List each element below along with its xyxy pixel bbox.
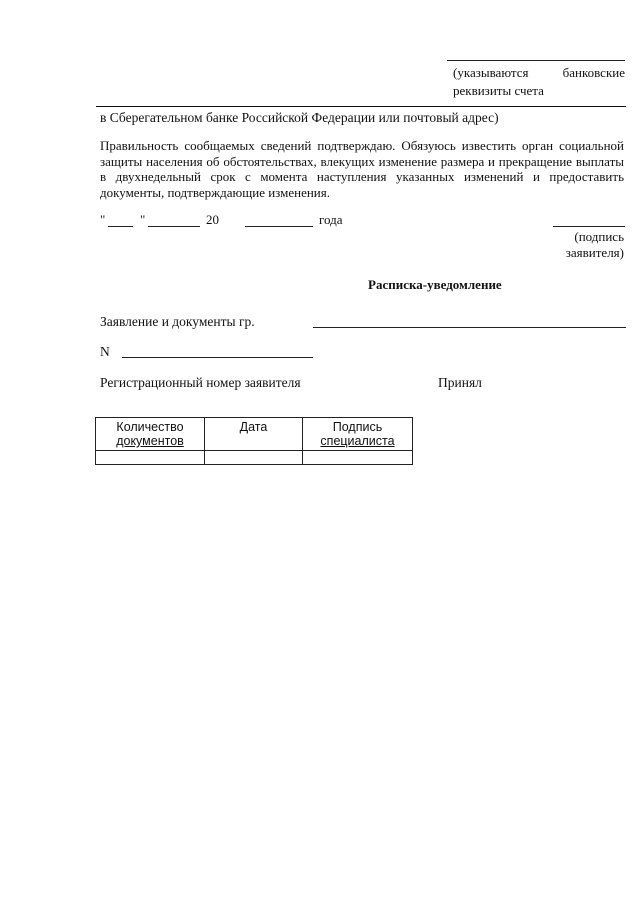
registration-label: Регистрационный номер заявителя xyxy=(100,375,301,390)
cell-documents-count[interactable] xyxy=(96,451,205,465)
date-quote-open: " xyxy=(100,212,106,227)
date-year-prefix: 20 xyxy=(206,212,219,227)
header-documents-count-line1: Количество xyxy=(116,420,184,434)
date-quote-close: " xyxy=(140,212,146,227)
header-specialist-signature-line2: специалиста xyxy=(320,434,395,448)
bank-requisites-line xyxy=(447,60,625,61)
accepted-label: Принял xyxy=(438,375,482,390)
bank-requisites-word2: банковские xyxy=(562,65,625,80)
receipt-title: Расписка-уведомление xyxy=(368,277,502,292)
header-documents-count xyxy=(96,418,205,451)
table-row xyxy=(96,451,413,465)
header-date-line1: Дата xyxy=(239,420,268,434)
confirmation-paragraph: Правильность сообщаемых сведений подтверждаю. Обязуюсь известить орган социальной защиты населения об обстоятельствах, влекущих изменение размера и прекращение выплаты в двухнедельный срок с момента наступления указанных изменений и предоставить документы, подтверждающие изменения. xyxy=(100,138,624,200)
signature-label xyxy=(534,229,624,261)
applications-label: Заявление и документы гр. xyxy=(100,314,255,329)
signature-label-line2: заявителя) xyxy=(565,245,624,260)
applicant-name-field-line[interactable] xyxy=(313,327,626,328)
number-label: N xyxy=(100,344,110,359)
bank-requisites-word1: (указываются xyxy=(453,65,529,80)
cell-date[interactable] xyxy=(205,451,303,465)
month-field-line[interactable] xyxy=(148,226,200,227)
signature-label-line1: (подпись xyxy=(574,229,624,244)
header-documents-count-line2: документов xyxy=(116,434,184,448)
number-field-line[interactable] xyxy=(122,357,313,358)
bank-requisites-note xyxy=(453,64,625,100)
bank-requisites-line2: реквизиты счета xyxy=(453,83,544,98)
day-field-line[interactable] xyxy=(108,226,133,227)
bank-address-line xyxy=(96,106,626,107)
header-date xyxy=(205,418,303,451)
header-specialist-signature xyxy=(303,418,413,451)
year-field-line[interactable] xyxy=(245,226,313,227)
signature-field-line[interactable] xyxy=(553,226,625,227)
bank-address-caption: в Сберегательном банке Российской Федерации или почтовый адрес) xyxy=(100,110,499,125)
documents-table xyxy=(95,417,413,465)
cell-specialist-signature[interactable] xyxy=(303,451,413,465)
date-year-suffix: года xyxy=(319,212,343,227)
header-specialist-signature-line1: Подпись xyxy=(332,420,383,434)
